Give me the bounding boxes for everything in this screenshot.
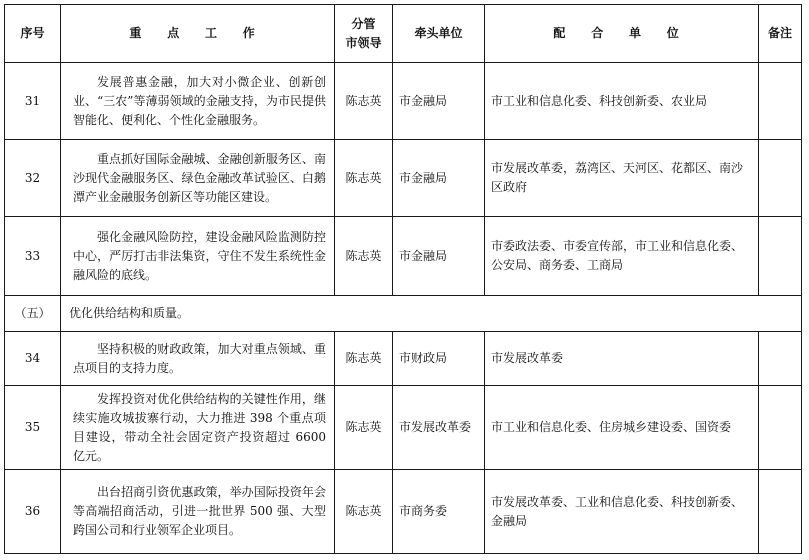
row-task: 重点抓好国际金融城、金融创新服务区、南沙现代金融服务区、绿色金融改革试验区、白鹅潭产业金融服务创新区等功能区建设。 [61,140,335,217]
row-leader: 陈志英 [335,332,393,386]
row-coop-units: 市发展改革委，荔湾区、天河区、花都区、南沙区政府 [485,140,759,217]
row-num: 34 [5,332,61,386]
row-leader: 陈志英 [335,63,393,140]
table-row [5,63,802,140]
table-row [5,386,802,470]
section-row [5,296,802,332]
row-coop-units: 市发展改革委、工业和信息化委、科技创新委、金融局 [485,470,759,554]
work-plan-table [4,4,802,554]
table-row [5,470,802,554]
row-task: 坚持积极的财政政策，加大对重点领域、重点项目的支持力度。 [61,332,335,386]
row-note [759,332,802,386]
row-num: 33 [5,217,61,296]
row-num: 32 [5,140,61,217]
header-lead-unit: 牵头单位 [393,5,485,63]
row-coop-units: 市工业和信息化委、科技创新委、农业局 [485,63,759,140]
row-task: 强化金融风险防控，建设金融风险监测防控中心，严厉打击非法集资，守住不发生系统性金融风险的底线。 [61,217,335,296]
header-num: 序号 [5,5,61,63]
row-leader: 陈志英 [335,386,393,470]
header-coop-label: 配 合 单 位 [553,26,690,40]
row-num: 35 [5,386,61,470]
row-num: 31 [5,63,61,140]
row-note [759,63,802,140]
row-note [759,386,802,470]
header-leader [335,5,393,63]
header-task [61,5,335,63]
header-leader-line1: 分管 [351,16,376,31]
header-coop-units [485,5,759,63]
table-row [5,332,802,386]
header-note: 备注 [759,5,802,63]
row-coop-units: 市发展改革委 [485,332,759,386]
row-lead-unit: 市发展改革委 [393,386,485,470]
row-coop-units: 市委政法委、市委宣传部，市工业和信息化委、公安局、商务委、工商局 [485,217,759,296]
row-task: 发挥投资对优化供给结构的关键性作用，继续实施攻城拔寨行动，大力推进 398 个重点项目建设，带动全社会固定资产投资超过 6600 亿元。 [61,386,335,470]
row-coop-units: 市工业和信息化委、住房城乡建设委、国资委 [485,386,759,470]
header-task-label: 重 点 工 作 [129,26,266,40]
row-task: 出台招商引资优惠政策，举办国际投资年会等高端招商活动，引进一批世界 500 强、大型跨国公司和行业领军企业项目。 [61,470,335,554]
row-task: 发展普惠金融，加大对小微企业、创新创业、“三农”等薄弱领域的金融支持，为市民提供智能化、便利化、个性化金融服务。 [61,63,335,140]
row-leader: 陈志英 [335,470,393,554]
row-lead-unit: 市商务委 [393,470,485,554]
section-num: （五） [5,296,61,332]
row-leader: 陈志英 [335,217,393,296]
row-num: 36 [5,470,61,554]
table-row [5,140,802,217]
header-leader-line2: 市领导 [345,35,382,50]
row-lead-unit: 市金融局 [393,217,485,296]
row-note [759,217,802,296]
row-leader: 陈志英 [335,140,393,217]
row-note [759,140,802,217]
row-lead-unit: 市金融局 [393,140,485,217]
section-title: 优化供给结构和质量。 [61,296,802,332]
header-row [5,5,802,63]
table-row [5,217,802,296]
row-lead-unit: 市金融局 [393,63,485,140]
row-lead-unit: 市财政局 [393,332,485,386]
row-note [759,470,802,554]
